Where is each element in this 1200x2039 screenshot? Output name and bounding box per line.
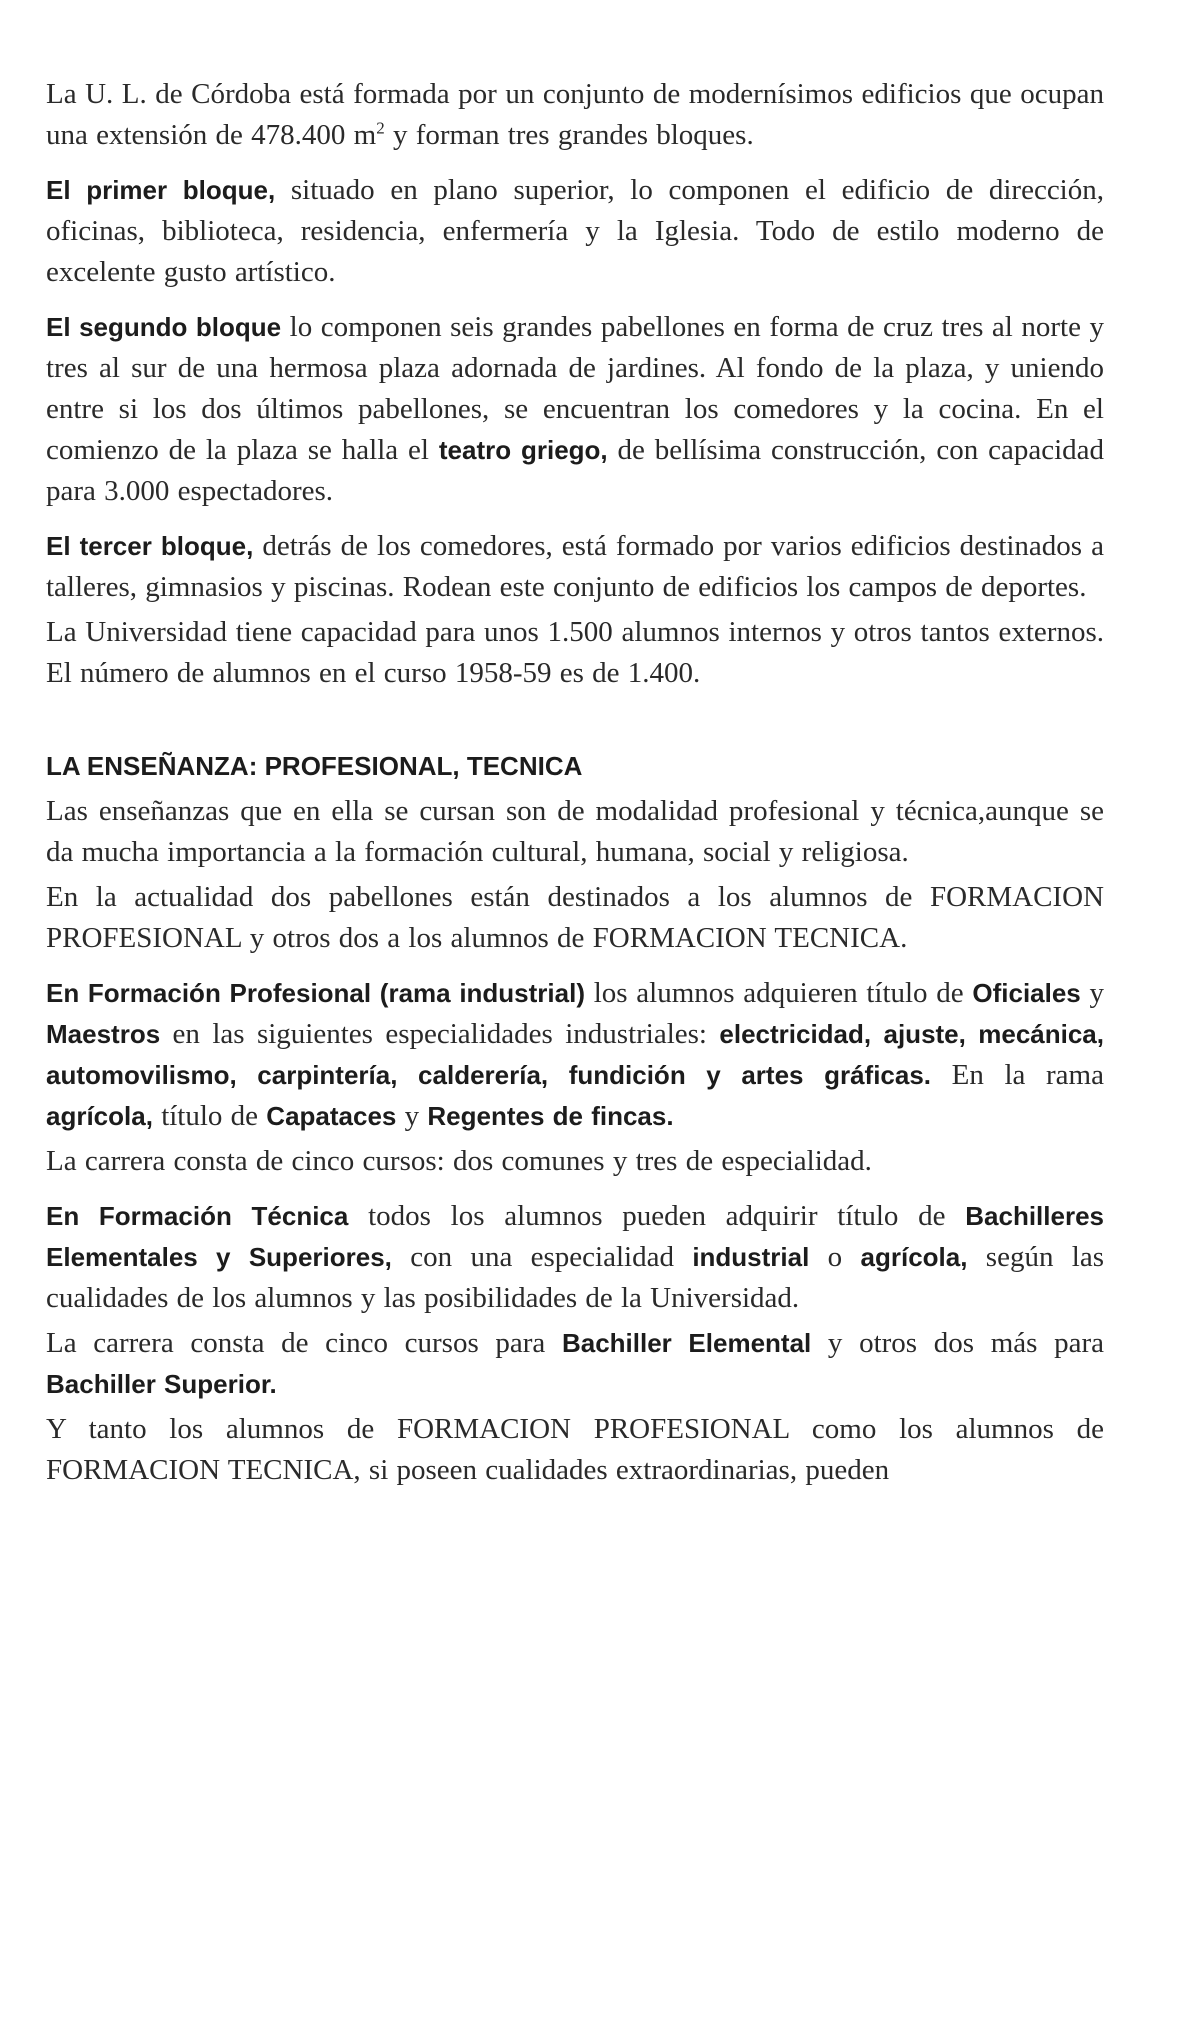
second-block-text-end: de bellísima construcción, con capacidad para 3.000 espectadores. — [46, 434, 1104, 507]
capacity-paragraph — [46, 612, 1104, 694]
technical-courses-text-2: y otros dos más para — [811, 1327, 1104, 1359]
first-block-text: situado en plano superior, lo componen el edificio de dirección, oficinas, biblioteca, residencia, enfermería y la Iglesia. Todo de estilo moderno de excelente gusto artístico. — [46, 174, 1104, 288]
professional-text-2: y — [1080, 977, 1105, 1009]
closing-paragraph — [46, 1409, 1104, 1491]
technical-text-2: con una especialidad — [391, 1241, 693, 1273]
pavilions-paragraph — [46, 877, 1104, 959]
technical-training-title: En Formación Técnica — [46, 1201, 349, 1231]
professional-text-5: título de — [152, 1100, 267, 1132]
second-block-paragraph — [46, 307, 1104, 512]
third-block-paragraph — [46, 526, 1104, 608]
specialties-list: electricidad, ajuste, mecánica, automovilismo, carpintería, calderería, fundición y artes gráficas. — [46, 1019, 1104, 1090]
professional-text-4: En la rama — [931, 1059, 1104, 1091]
square-meter-superscript: 2 — [376, 118, 385, 138]
intro-text-end: y forman tres grandes bloques. — [384, 119, 754, 151]
pavilions-text: En la actualidad dos pabellones están destinados a los alumnos de FORMACION PROFESIONAL y otros dos a los alumnos de FORMACION TECNICA. — [46, 881, 1104, 954]
officials-term: Oficiales — [972, 978, 1081, 1008]
agricultural-term: agrícola, — [46, 1101, 153, 1131]
professional-text-6: y — [396, 1100, 428, 1132]
industrial-term: industrial — [692, 1242, 810, 1272]
professional-courses-text: La carrera consta de cinco cursos: dos comunes y tres de especialidad. — [46, 1145, 872, 1177]
intro-text: La U. L. de Córdoba está formada por un conjunto de modernísimos edificios que ocupan una extensión de 478.400 m — [46, 78, 1104, 151]
technical-text-1: todos los alumnos pueden adquirir título de — [348, 1200, 966, 1232]
second-block-text: lo componen seis grandes pabellones en forma de cruz tres al norte y tres al sur de una hermosa plaza adornada de jardines. Al fondo de la plaza, y uniendo entre si los dos últimos pabellones, se encuentran los comedores y la cocina. En el comienzo de la plaza se halla el — [46, 311, 1104, 466]
second-block-title: El segundo bloque — [46, 312, 282, 342]
third-block-title: El tercer bloque, — [46, 531, 254, 561]
foremen-term: Capataces — [266, 1101, 397, 1131]
elementary-bachelor-term: Bachiller Elemental — [561, 1328, 812, 1358]
professional-training-title: En Formación Profesional (rama industrial) — [46, 978, 585, 1008]
closing-text: Y tanto los alumnos de FORMACION PROFESIONAL como los alumnos de FORMACION TECNICA, si poseen cualidades extraordinarias, pueden — [46, 1413, 1104, 1486]
intro-paragraph — [46, 74, 1104, 156]
professional-training-paragraph — [46, 973, 1104, 1137]
third-block-text: detrás de los comedores, está formado por varios edificios destinados a talleres, gimnasios y piscinas. Rodean este conjunto de edificios los campos de deportes. — [46, 530, 1104, 603]
superior-bachelor-term: Bachiller Superior. — [46, 1369, 277, 1399]
professional-text-3: en las siguientes especialidades industriales: — [160, 1018, 720, 1050]
greek-theatre-term: teatro griego, — [438, 435, 608, 465]
estate-managers-term: Regentes de fincas. — [427, 1101, 674, 1131]
technical-text-4: según las cualidades de los alumnos y las posibilidades de la Universidad. — [46, 1241, 1105, 1314]
first-block-paragraph — [46, 170, 1104, 293]
professional-text-1: los alumnos adquieren título de — [585, 977, 973, 1009]
teaching-text: Las enseñanzas que en ella se cursan son de modalidad profesional y técnica,aunque se da mucha importancia a la formación cultural, humana, social y religiosa. — [46, 795, 1104, 868]
first-block-title: El primer bloque, — [46, 175, 276, 205]
technical-courses-paragraph — [46, 1323, 1104, 1405]
capacity-text: La Universidad tiene capacidad para unos 1.500 alumnos internos y otros tantos externos. El número de alumnos en el curso 1958-59 es de 1.400. — [46, 616, 1104, 689]
technical-courses-text-1: La carrera consta de cinco cursos para — [46, 1327, 562, 1359]
masters-term: Maestros — [46, 1019, 161, 1049]
technical-training-paragraph — [46, 1196, 1104, 1319]
teaching-paragraph — [46, 791, 1104, 873]
section-heading: LA ENSEÑANZA: PROFESIONAL, TECNICA — [46, 751, 583, 781]
technical-text-3: o — [809, 1241, 861, 1273]
bachelors-term: Bachilleres Elementales y Superiores, — [46, 1201, 1104, 1272]
professional-courses-paragraph — [46, 1141, 1104, 1182]
agricultural-specialty-term: agrícola, — [860, 1242, 968, 1272]
